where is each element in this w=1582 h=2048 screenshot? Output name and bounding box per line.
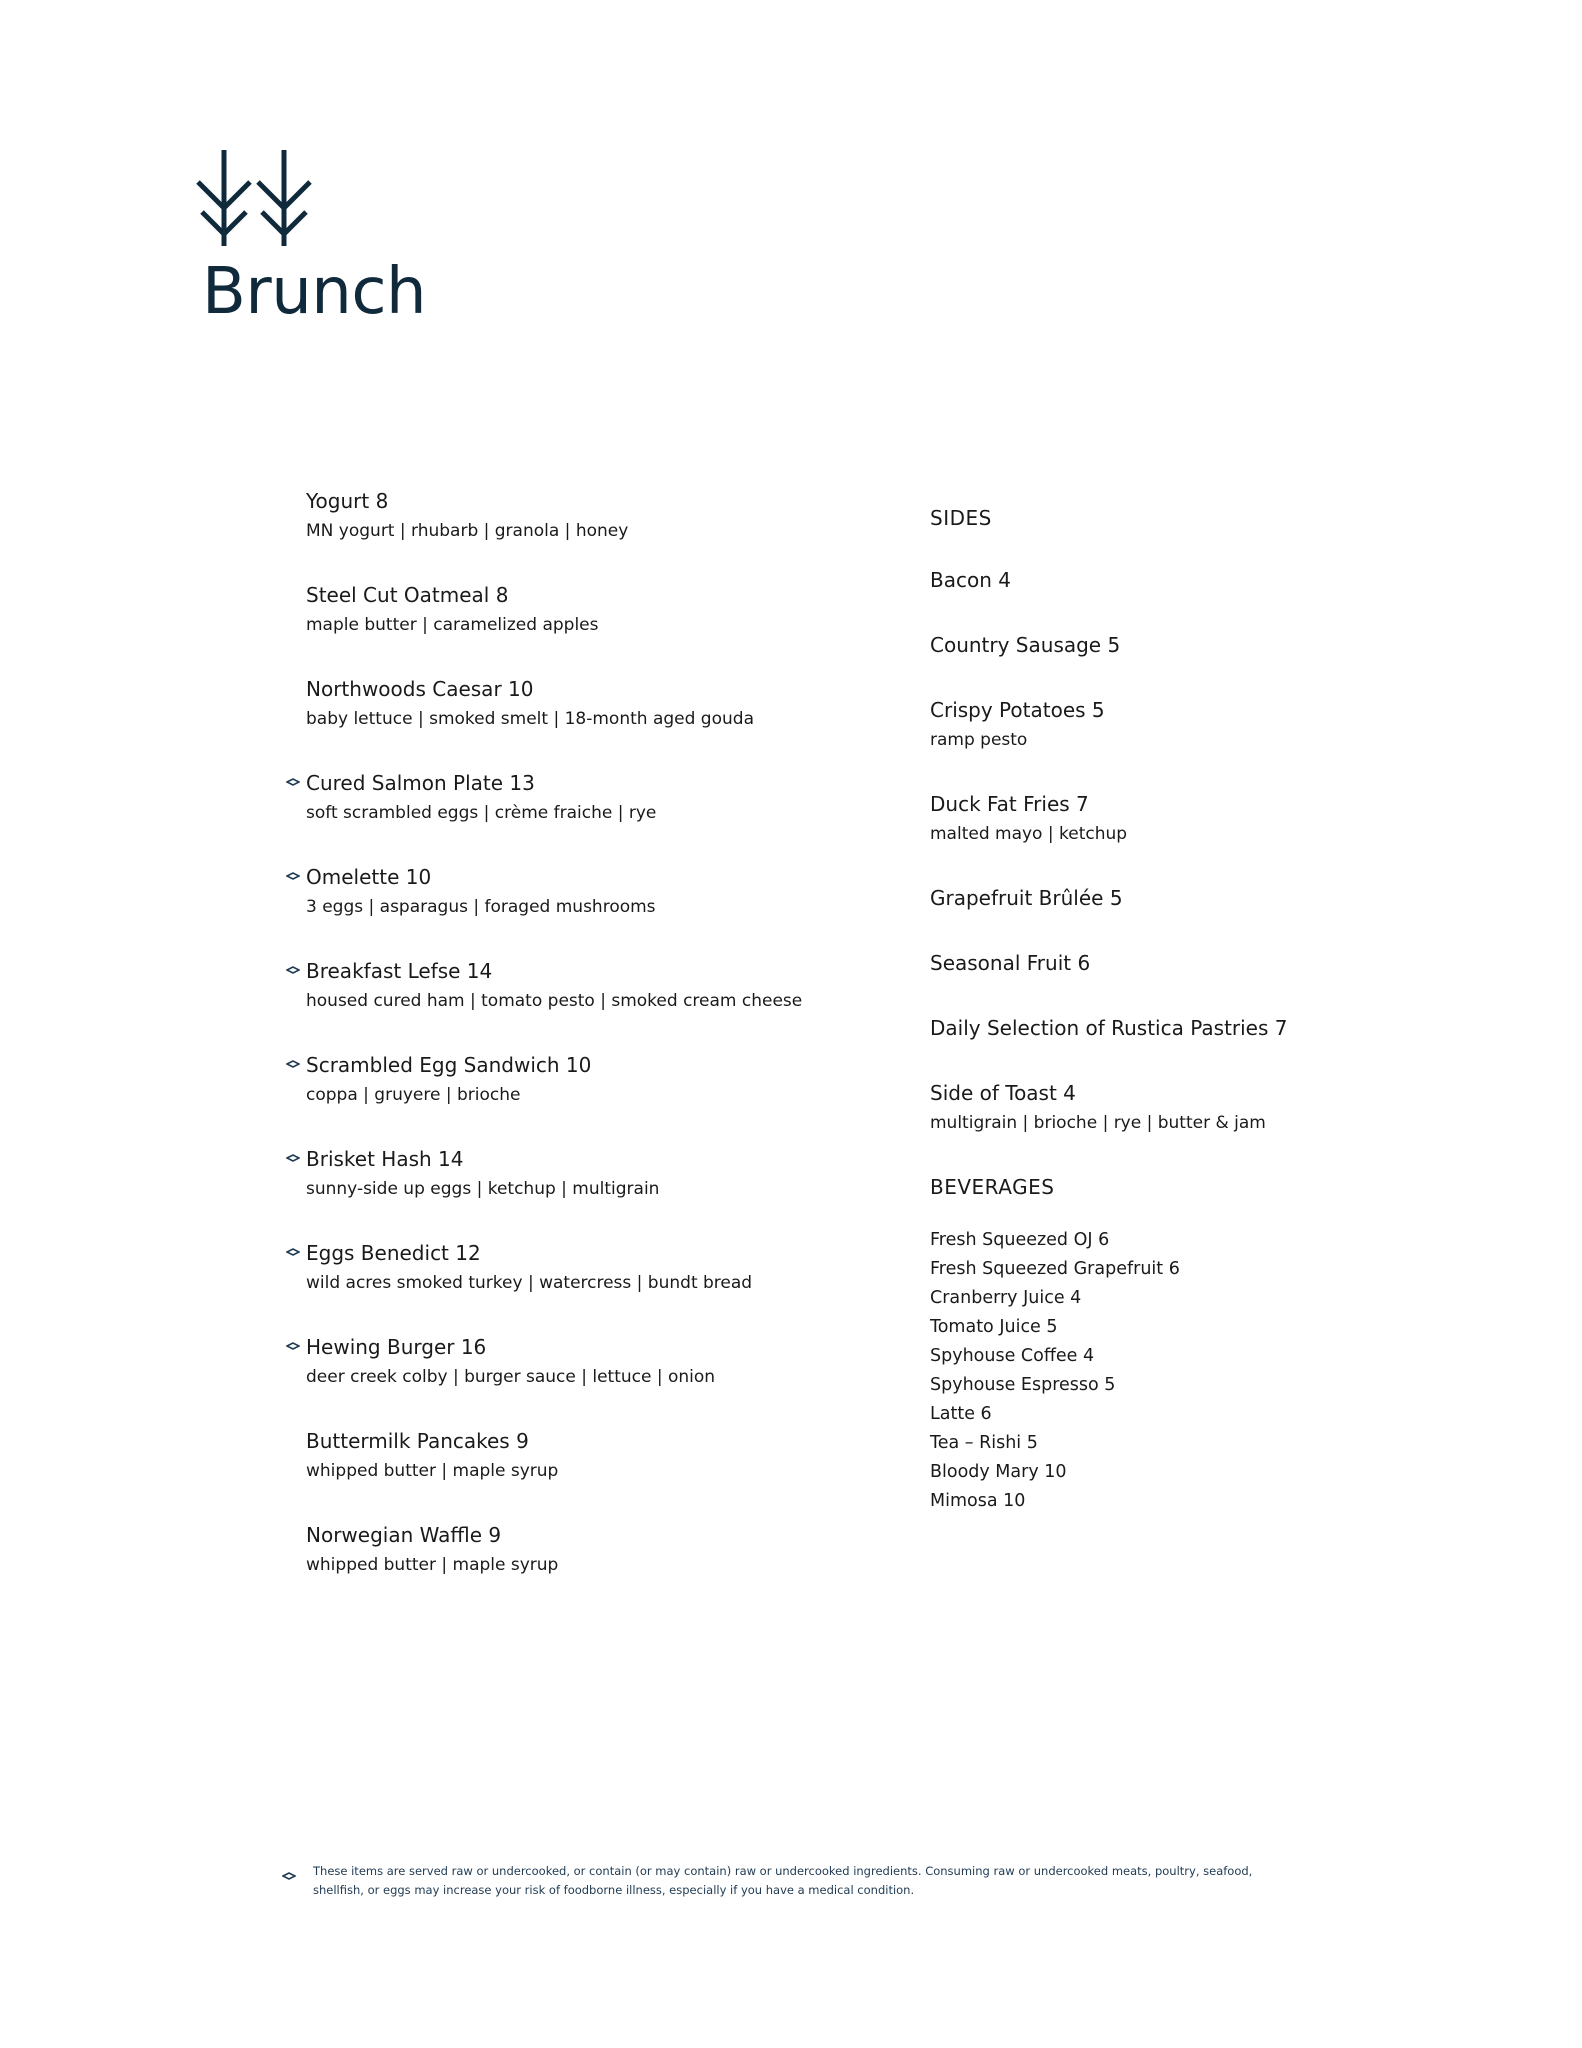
side-name: Side of Toast 4 (930, 1081, 1076, 1105)
menu-item-norwegian-waffle (306, 1520, 866, 1614)
side-name: Duck Fat Fries 7 (930, 792, 1089, 816)
beverage-item: Bloody Mary 10 (930, 1462, 1067, 1482)
dish-description: maple butter | caramelized apples (306, 615, 599, 635)
side-name: Seasonal Fruit 6 (930, 951, 1091, 975)
side-name: Country Sausage 5 (930, 633, 1121, 657)
dish-description: whipped butter | maple syrup (306, 1461, 559, 1481)
side-name: Daily Selection of Rustica Pastries 7 (930, 1016, 1288, 1040)
beverage-item: Tomato Juice 5 (930, 1317, 1058, 1337)
beverage-item: Mimosa 10 (930, 1491, 1026, 1511)
side-item-crispy-potatoes (930, 695, 1430, 755)
diamond-marker-icon (286, 1342, 300, 1350)
dish-name: Scrambled Egg Sandwich 10 (306, 1053, 592, 1077)
menu-item-cured-salmon-plate (306, 768, 866, 862)
dish-description: MN yogurt | rhubarb | granola | honey (306, 521, 629, 541)
dish-description: wild acres smoked turkey | watercress | bundt bread (306, 1273, 753, 1293)
menu-item-eggs-benedict (306, 1238, 866, 1332)
dish-name: Norwegian Waffle 9 (306, 1523, 502, 1547)
dish-description: 3 eggs | asparagus | foraged mushrooms (306, 897, 656, 917)
side-item-rustica-pastries (930, 1013, 1430, 1043)
dish-description: housed cured ham | tomato pesto | smoked cream cheese (306, 991, 803, 1011)
dish-name: Northwoods Caesar 10 (306, 677, 534, 701)
dish-name: Breakfast Lefse 14 (306, 959, 493, 983)
dish-name: Omelette 10 (306, 865, 432, 889)
beverage-item: Tea – Rishi 5 (930, 1433, 1038, 1453)
dish-description: sunny-side up eggs | ketchup | multigrain (306, 1179, 660, 1199)
dish-description: coppa | gruyere | brioche (306, 1085, 521, 1105)
diamond-marker-icon (286, 778, 300, 786)
menu-item-yogurt (306, 486, 866, 580)
dish-name: Eggs Benedict 12 (306, 1241, 481, 1265)
side-name: Bacon 4 (930, 568, 1011, 592)
side-item-bacon (930, 565, 1430, 595)
menu-list (306, 486, 866, 1614)
side-item-country-sausage (930, 630, 1430, 660)
dish-description: deer creek colby | burger sauce | lettuce | onion (306, 1367, 716, 1387)
diamond-marker-icon (282, 1872, 296, 1880)
beverages-list (930, 1226, 1430, 1516)
beverage-item: Spyhouse Espresso 5 (930, 1375, 1116, 1395)
dish-description: soft scrambled eggs | crème fraiche | rye (306, 803, 657, 823)
sides-section (930, 503, 1430, 1516)
diamond-marker-icon (286, 1154, 300, 1162)
dish-name: Steel Cut Oatmeal 8 (306, 583, 509, 607)
disclaimer-text: These items are served raw or undercooked, or contain (or may contain) raw or undercooked ingredients. Consuming raw or undercooked meats, poultry, seafood, shellfish, or eggs may increase your risk of foodborne illness, especially if you have a medical condition. (313, 1864, 1253, 1897)
sides-heading: SIDES (930, 506, 992, 530)
menu-item-northwoods-caesar (306, 674, 866, 768)
dish-description: whipped butter | maple syrup (306, 1555, 559, 1575)
dish-name: Hewing Burger 16 (306, 1335, 487, 1359)
side-description: malted mayo | ketchup (930, 824, 1128, 844)
menu-item-steel-cut-oatmeal (306, 580, 866, 674)
side-item-duck-fat-fries (930, 789, 1430, 849)
dish-name: Buttermilk Pancakes 9 (306, 1429, 529, 1453)
dish-name: Brisket Hash 14 (306, 1147, 464, 1171)
menu-item-buttermilk-pancakes (306, 1426, 866, 1520)
side-name: Grapefruit Brûlée 5 (930, 886, 1123, 910)
diamond-marker-icon (286, 966, 300, 974)
beverage-item: Cranberry Juice 4 (930, 1288, 1082, 1308)
beverages-heading: BEVERAGES (930, 1175, 1055, 1199)
beverage-item: Latte 6 (930, 1404, 992, 1424)
side-description: ramp pesto (930, 730, 1028, 750)
beverage-item: Fresh Squeezed Grapefruit 6 (930, 1259, 1180, 1279)
side-item-grapefruit-brulee (930, 883, 1430, 913)
side-name: Crispy Potatoes 5 (930, 698, 1105, 722)
dish-name: Cured Salmon Plate 13 (306, 771, 535, 795)
diamond-marker-icon (286, 1248, 300, 1256)
menu-item-omelette (306, 862, 866, 956)
side-item-side-of-toast (930, 1078, 1430, 1138)
page-title: Brunch (202, 255, 427, 329)
wheat-logo-icon (196, 148, 314, 248)
dish-description: baby lettuce | smoked smelt | 18-month aged gouda (306, 709, 754, 729)
menu-item-brisket-hash (306, 1144, 866, 1238)
menu-item-scrambled-egg-sandwich (306, 1050, 866, 1144)
side-item-seasonal-fruit (930, 948, 1430, 978)
dish-name: Yogurt 8 (306, 489, 389, 513)
menu-item-breakfast-lefse (306, 956, 866, 1050)
beverage-item: Fresh Squeezed OJ 6 (930, 1230, 1110, 1250)
menu-item-hewing-burger (306, 1332, 866, 1426)
diamond-marker-icon (286, 1060, 300, 1068)
side-description: multigrain | brioche | rye | butter & jam (930, 1113, 1266, 1133)
diamond-marker-icon (286, 872, 300, 880)
beverage-item: Spyhouse Coffee 4 (930, 1346, 1095, 1366)
